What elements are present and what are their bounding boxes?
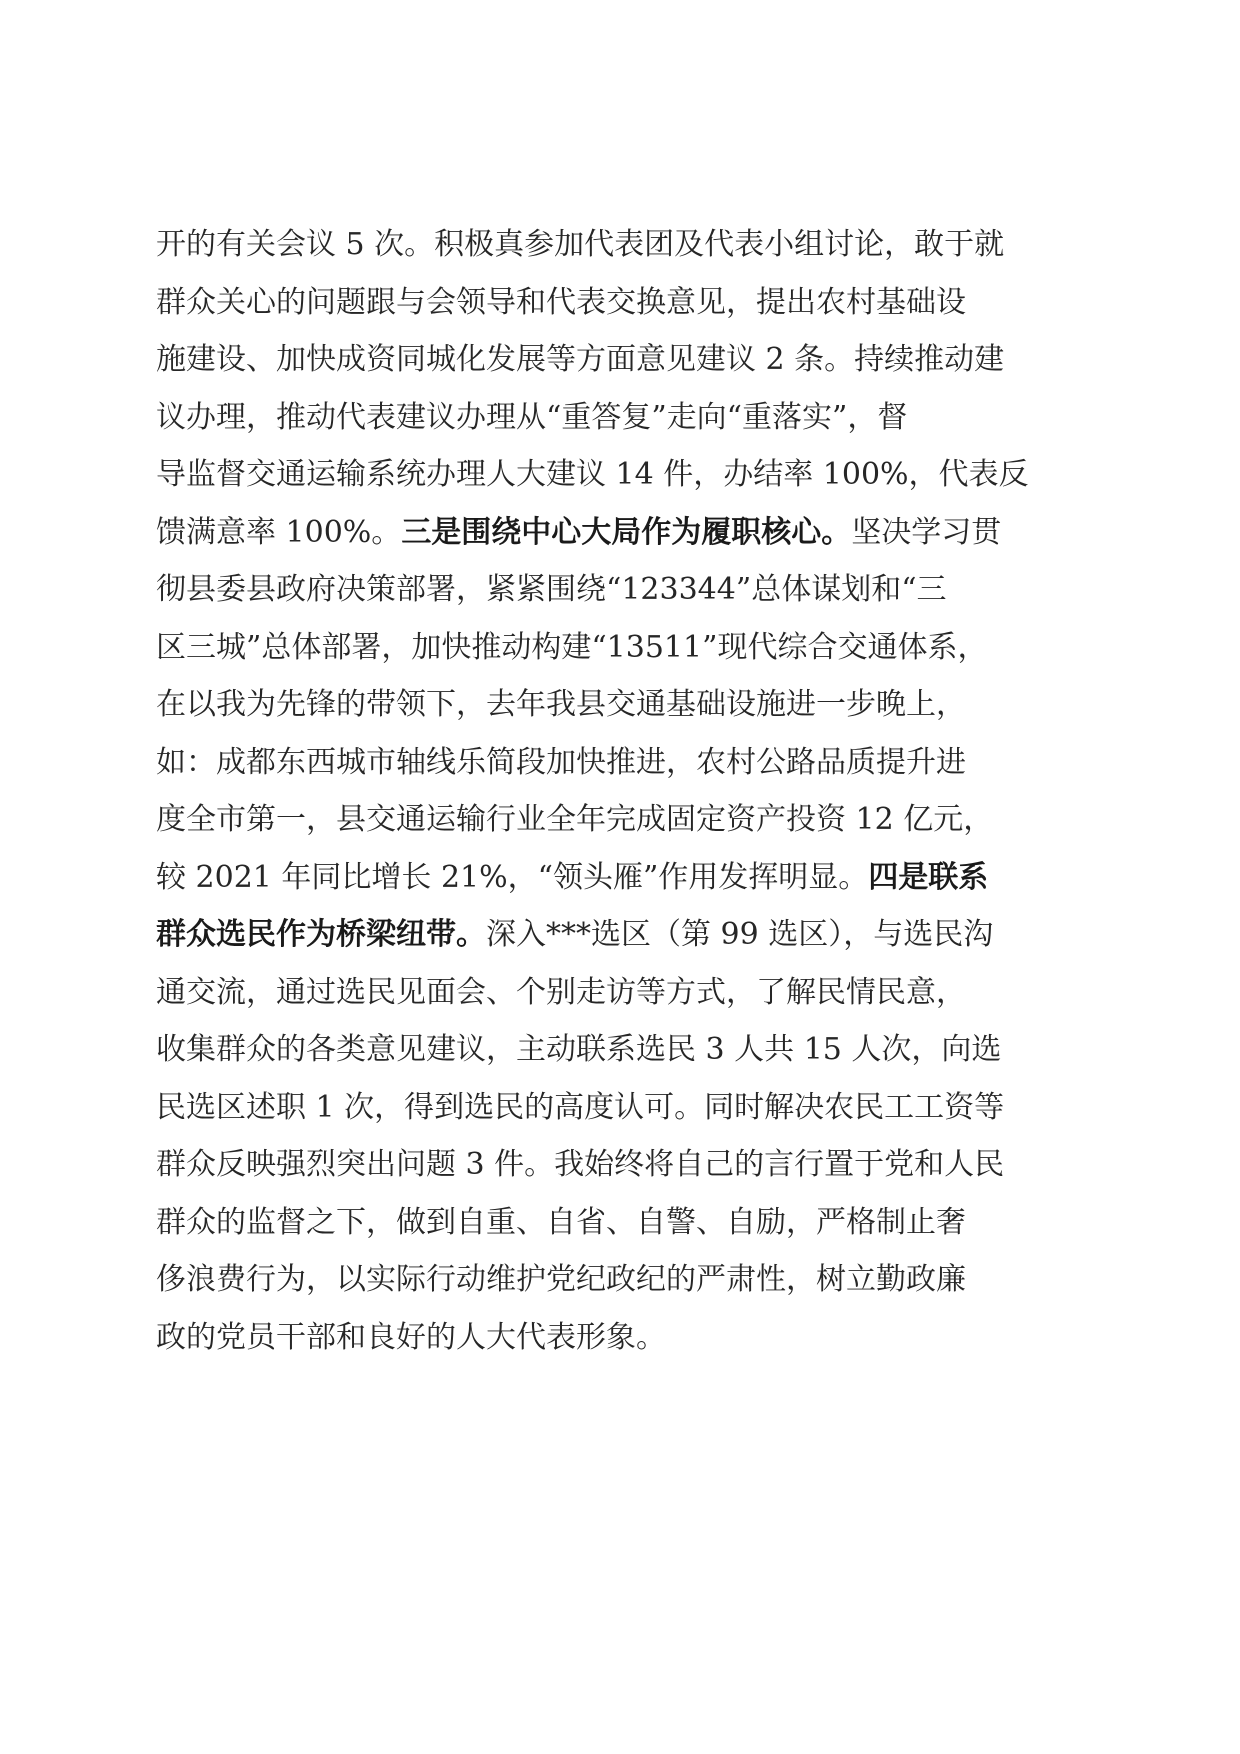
paragraph-line [156,1021,1096,1079]
body-text-segment: 彻县委县政府决策部署，紧紧围绕“123344”总体谋划和“三 [156,572,947,607]
bold-heading-text: 四是联系 [868,859,989,895]
paragraph-line [156,849,1096,907]
paragraph-line [156,274,1096,332]
paragraph-line [156,1251,1096,1309]
body-text-segment: 施建设、加快成资同城化发展等方面意见建议 2 条。持续推动建 [156,342,1005,377]
paragraph-line [156,964,1096,1022]
paragraph-line [156,1194,1096,1252]
body-text-segment: 度全市第一，县交通运输行业全年完成固定资产投资 12 亿元， [156,802,994,837]
paragraph-line [156,561,1096,619]
body-text-segment: 深入***选区（第 99 选区），与选民沟 [486,917,994,952]
paragraph-line [156,504,1096,562]
body-text-segment: 在以我为先锋的带领下，去年我县交通基础设施进一步晚上， [156,687,966,722]
paragraph-line [156,906,1096,964]
paragraph-line [156,734,1096,792]
bold-heading-text: 群众选民作为桥梁纽带。 [156,917,486,952]
bold-heading-text: 三是围绕中心大局作为履职核心。 [401,514,852,550]
body-text-segment: 如：成都东西城市轴线乐简段加快推进，农村公路品质提升进 [156,744,966,780]
body-text-segment: 政的党员干部和良好的人大代表形象。 [156,1319,666,1355]
paragraph-line [156,216,1096,274]
body-text-segment: 开的有关会议 5 次。积极真参加代表团及代表小组讨论，敢于就 [156,227,1005,262]
body-text-segment: 侈浪费行为，以实际行动维护党纪政纪的严肃性，树立勤政廉 [156,1262,966,1297]
body-text-segment: 群众关心的问题跟与会领导和代表交换意见，提出农村基础设 [156,284,966,320]
body-text-segment: 议办理，推动代表建议办理从“重答复”走向“重落实”，督 [156,399,908,435]
paragraph-line [156,619,1096,677]
paragraph-line [156,1136,1096,1194]
body-text-segment: 收集群众的各类意见建议，主动联系选民 3 人共 15 人次，向选 [156,1032,1002,1067]
body-text-segment: 馈满意率 100%。 [156,514,402,550]
body-text-segment: 坚决学习贯 [851,514,1002,550]
paragraph-line [156,1309,1096,1367]
paragraph-line [156,1079,1096,1137]
paragraph-line [156,389,1096,447]
body-text-segment: 通交流，通过选民见面会、个别走访等方式，了解民情民意， [156,974,966,1010]
body-text-segment: 民选区述职 1 次，得到选民的高度认可。同时解决农民工工资等 [156,1089,1005,1125]
body-text-segment: 较 2021 年同比增长 21%，“领头雁”作用发挥明显。 [156,859,869,895]
paragraph-line [156,791,1096,849]
body-text-segment: 群众的监督之下，做到自重、自省、自警、自励，严格制止奢 [156,1204,966,1240]
body-text-segment: 区三城”总体部署，加快推动构建“13511”现代综合交通体系， [156,629,988,665]
paragraph-line [156,331,1096,389]
paragraph-line [156,676,1096,734]
document-body-text [156,216,1096,1366]
body-text-segment: 群众反映强烈突出问题 3 件。我始终将自己的言行置于党和人民 [156,1147,1005,1182]
body-text-segment: 导监督交通运输系统办理人大建议 14 件，办结率 100%，代表反 [156,457,1029,492]
paragraph-line [156,446,1096,504]
